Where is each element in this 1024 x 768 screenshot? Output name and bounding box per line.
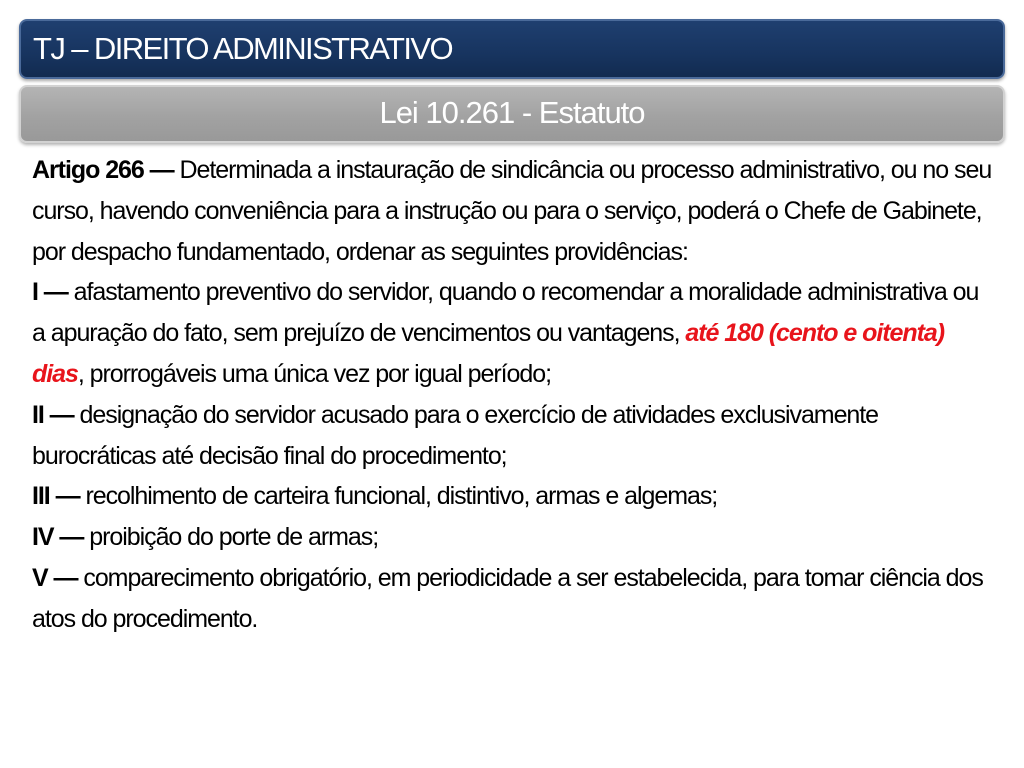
item-5-text: comparecimento obrigatório, em periodicidade a ser estabelecida, para tomar ciência dos atos do procedimento. <box>32 563 983 633</box>
article-label: Artigo 266 — <box>32 156 174 184</box>
item-1-paragraph <box>32 272 997 394</box>
item-5-paragraph <box>32 558 997 640</box>
item-4-text: proibição do porte de armas; <box>83 523 379 552</box>
item-2-text: designação do servidor acusado para o exercício de atividades exclusivamente burocráticas até decisão final do procedimento; <box>32 400 879 470</box>
item-1-label: I — <box>32 278 68 307</box>
item-3-text: recolhimento de carteira funcional, distintivo, armas e algemas; <box>79 482 718 511</box>
item-2-label: II — <box>32 400 74 429</box>
item-4-label: IV — <box>32 523 84 552</box>
item-4-paragraph <box>32 517 997 558</box>
article-intro-paragraph <box>32 150 997 272</box>
item-3-label: III — <box>32 482 80 511</box>
article-body <box>32 150 997 640</box>
title-bar <box>19 19 1005 79</box>
item-1-highlight: até 180 (cento e oitenta) dias <box>32 319 944 388</box>
article-intro-text: Determinada a instauração de sindicância ou processo administrativo, ou no seu curso, havendo conveniência para a instrução ou para o serviço, poderá o Chefe de Gabinete, por despacho fundamentado, ordenar as seguintes providências: <box>32 156 992 266</box>
item-1-text-after: , prorrogáveis uma única vez por igual período; <box>77 359 551 388</box>
item-5-label: V — <box>32 563 78 592</box>
slide-title: TJ – DIREITO ADMINISTRATIVO <box>33 31 452 66</box>
item-1-text-before: afastamento preventivo do servidor, quando o recomendar a moralidade administrativa ou a apuração do fato, sem prejuízo de vencimentos ou vantagens, <box>32 278 979 348</box>
item-2-paragraph <box>32 395 997 477</box>
item-3-paragraph <box>32 476 997 517</box>
subtitle-bar <box>19 85 1005 143</box>
slide-subtitle: Lei 10.261 - Estatuto <box>379 95 645 130</box>
